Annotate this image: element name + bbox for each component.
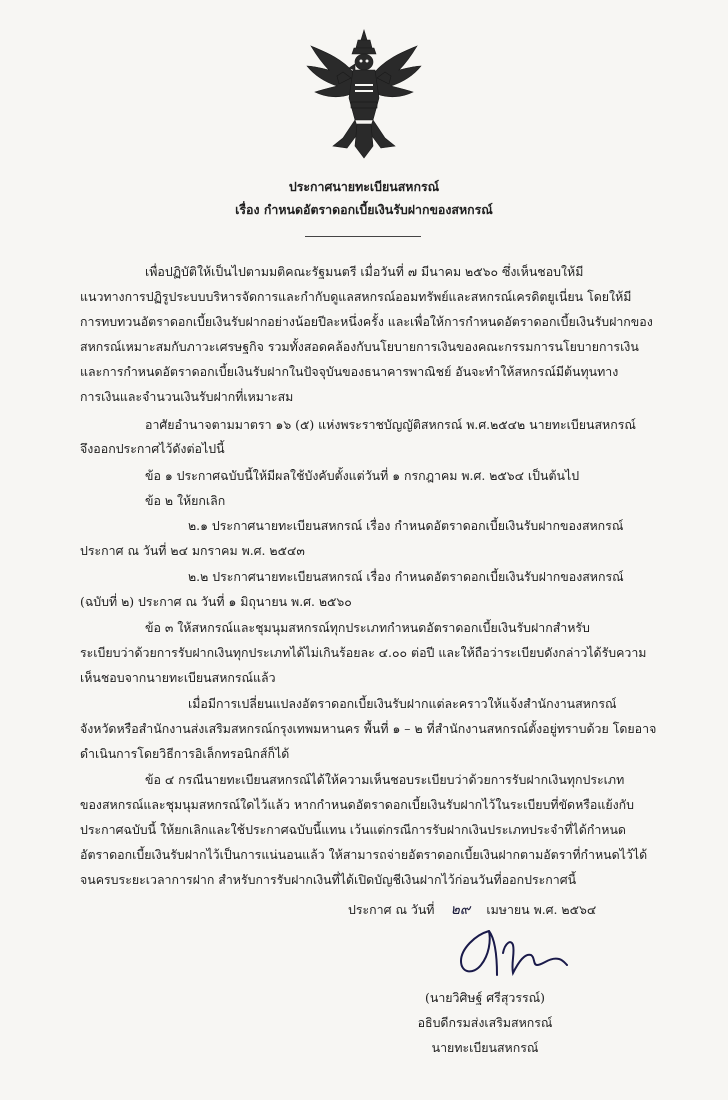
clause-3-line: ข้อ ๓ ให้สหกรณ์และชุมนุมสหกรณ์ทุกประเภทกำหนดอัตราดอกเบี้ยเงินรับฝากสำหรับ	[145, 620, 590, 635]
signature-icon	[455, 925, 570, 980]
announcement-date	[348, 902, 596, 918]
signer-title-2: นายทะเบียนสหกรณ์	[431, 1040, 539, 1055]
clause-4-line: ข้อ ๔ กรณีนายทะเบียนสหกรณ์ได้ให้ความเห็นชอบระเบียบว่าด้วยการรับฝากเงินทุกประเภท	[145, 772, 625, 787]
date-rest: เมษายน พ.ศ. ๒๕๖๔	[486, 902, 597, 917]
announcement-title: ประกาศนายทะเบียนสหกรณ์	[288, 179, 440, 194]
para1-line: เพื่อปฏิบัติให้เป็นไปตามมติคณะรัฐมนตรี เมื่อวันที่ ๗ มีนาคม ๒๕๖๐ ซึ่งเห็นชอบให้มี	[145, 264, 584, 279]
para1-line: และการกำหนดอัตราดอกเบี้ยเงินรับฝากในปัจจุบันของธนาคารพาณิชย์ อันจะทำให้สหกรณ์มีต้นทุนทาง	[80, 364, 619, 379]
para2-line: อาศัยอำนาจตามมาตรา ๑๖ (๕) แห่งพระราชบัญญัติสหกรณ์ พ.ศ.๒๕๔๒ นายทะเบียนสหกรณ์	[145, 417, 636, 432]
garuda-emblem-icon	[303, 28, 425, 160]
clause-2-2-line: (ฉบับที่ ๒) ประกาศ ณ วันที่ ๑ มิถุนายน พ.ศ. ๒๕๖๐	[80, 594, 352, 609]
clause-3b-line: เมื่อมีการเปลี่ยนแปลงอัตราดอกเบี้ยเงินรับฝากแต่ละคราวให้แจ้งสำนักงานสหกรณ์	[188, 696, 617, 711]
clause-2-1-line: ประกาศ ณ วันที่ ๒๔ มกราคม พ.ศ. ๒๕๔๓	[80, 543, 305, 558]
para1-line: การเงินและจำนวนเงินรับฝากที่เหมาะสม	[80, 389, 294, 404]
signer-name: (นายวิศิษฐ์ ศรีสุวรรณ์)	[425, 990, 545, 1005]
para2-line: จึงออกประกาศไว้ดังต่อไปนี้	[80, 441, 225, 456]
signer-title-1: อธิบดีกรมส่งเสริมสหกรณ์	[417, 1015, 553, 1030]
clause-3b-line: ดำเนินการโดยวิธีการอิเล็กทรอนิกส์ก็ได้	[80, 746, 290, 761]
clause-3-line: ระเบียบว่าด้วยการรับฝากเงินทุกประเภทได้ไม่เกินร้อยละ ๔.๐๐ ต่อปี และให้ถือว่าระเบียบดังกล่าวได้รับความ	[80, 645, 647, 660]
clause-4-line: ประกาศฉบับนี้ ให้ยกเลิกและใช้ประกาศฉบับนี้แทน เว้นแต่กรณีการรับฝากเงินประเภทประจำที่ได้กำหนด	[80, 822, 626, 837]
para1-line: สหกรณ์เหมาะสมกับภาวะเศรษฐกิจ รวมทั้งสอดคล้องกับนโยบายการเงินของคณะกรรมการนโยบายการเงิน	[80, 339, 639, 354]
clause-1: ข้อ ๑ ประกาศฉบับนี้ให้มีผลใช้บังคับตั้งแต่วันที่ ๑ กรกฎาคม พ.ศ. ๒๕๖๔ เป็นต้นไป	[145, 468, 580, 483]
clause-4-line: อัตราดอกเบี้ยเงินรับฝากไว้เป็นการแน่นอนแล้ว ให้สามารถจ่ายอัตราดอกเบี้ยเงินฝากตามอัตราที่กำหนดไว้ได้	[80, 847, 648, 862]
date-day: ๒๙	[450, 902, 471, 918]
date-prefix: ประกาศ ณ วันที่	[348, 902, 435, 917]
clause-2-2-line: ๒.๒ ประกาศนายทะเบียนสหกรณ์ เรื่อง กำหนดอัตราดอกเบี้ยเงินรับฝากของสหกรณ์	[188, 569, 624, 584]
title-divider	[305, 236, 421, 237]
clause-4-line: ของสหกรณ์และชุมนุมสหกรณ์ใดไว้แล้ว หากกำหนดอัตราดอกเบี้ยเงินรับฝากไว้ในระเบียบที่ขัดหรือแย้งกับ	[80, 797, 635, 812]
clause-4-line: จนครบระยะเวลาการฝาก สำหรับการรับฝากเงินที่ได้เปิดบัญชีเงินฝากไว้ก่อนวันที่ออกประกาศนี้	[80, 872, 577, 887]
para1-line: แนวทางการปฏิรูประบบบริหารจัดการและกำกับดูแลสหกรณ์ออมทรัพย์และสหกรณ์เครดิตยูเนี่ยน โดยให้มี	[80, 289, 632, 304]
announcement-subject: เรื่อง กำหนดอัตราดอกเบี้ยเงินรับฝากของสหกรณ์	[235, 202, 493, 217]
para1-line: การทบทวนอัตราดอกเบี้ยเงินรับฝากอย่างน้อยปีละหนึ่งครั้ง และเพื่อให้การกำหนดอัตราดอกเบี้ยเงินรับฝากของ	[80, 314, 653, 329]
clause-3-line: เห็นชอบจากนายทะเบียนสหกรณ์แล้ว	[80, 670, 276, 685]
clause-2-1-line: ๒.๑ ประกาศนายทะเบียนสหกรณ์ เรื่อง กำหนดอัตราดอกเบี้ยเงินรับฝากของสหกรณ์	[188, 518, 624, 533]
clause-3b-line: จังหวัดหรือสำนักงานส่งเสริมสหกรณ์กรุงเทพมหานคร พื้นที่ ๑ – ๒ ที่สำนักงานสหกรณ์ตั้งอยู่ทราบด้วย โดยอาจ	[80, 721, 657, 736]
clause-2: ข้อ ๒ ให้ยกเลิก	[145, 493, 226, 508]
